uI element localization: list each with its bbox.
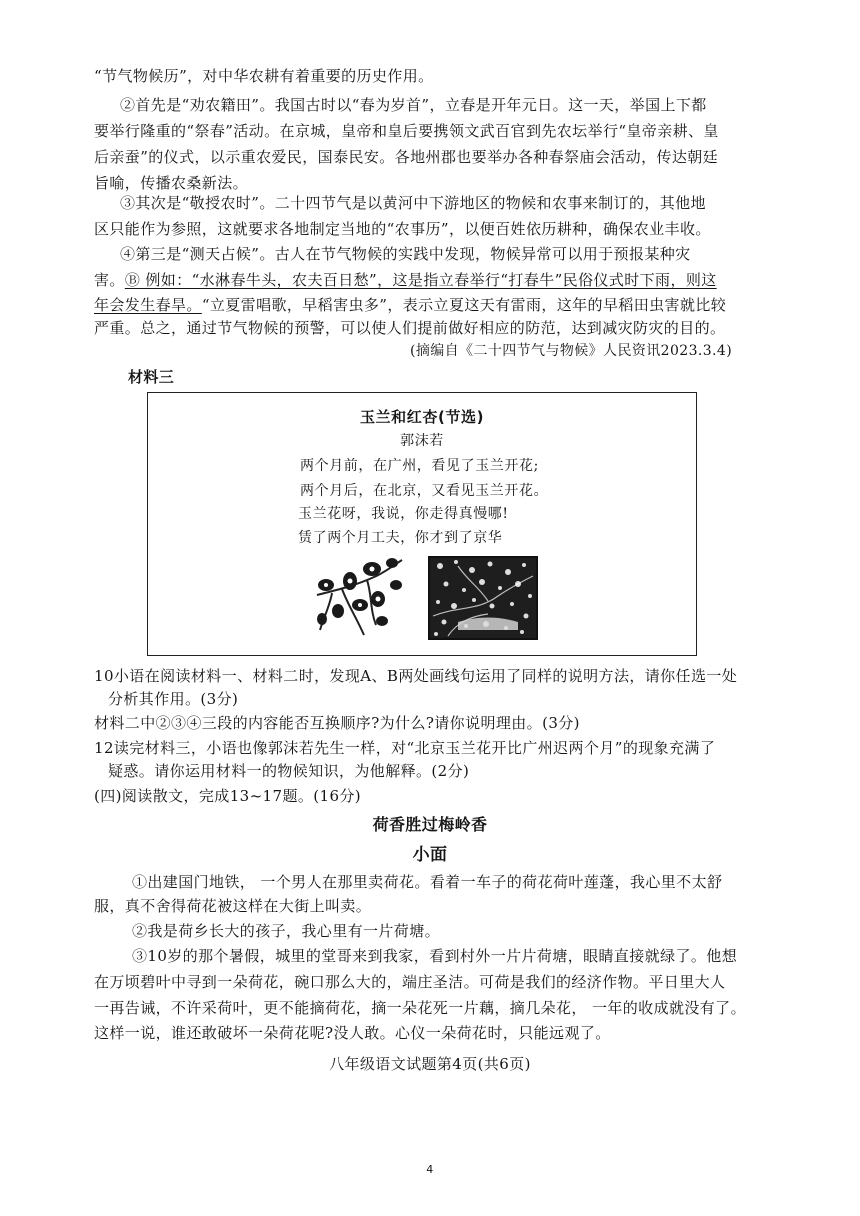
- essay-paragraph-1-line-1: ①出建国门地铁， 一个男人在那里卖荷花。看着一车子的荷花荷叶莲蓬，我心里不太舒: [132, 873, 723, 891]
- question-10-line-1: 10小语在阅读材料一、材料二时，发现A、B两处画线句运用了同样的说明方法，请你任选一处: [94, 667, 738, 685]
- page-number: 4: [426, 1163, 434, 1176]
- paragraph-2-line-1: ②首先是“劝农籍田”。我国古时以“春为岁首”，立春是开年元日。这一天，举国上下都: [120, 96, 707, 114]
- essay-author: 小面: [412, 845, 448, 865]
- paragraph-3-line-2: 区只能作为参照，这就要求各地制定当地的“农事历”，以便百姓依历耕种，确保农业丰收。: [94, 220, 711, 238]
- essay-paragraph-3-line-3: 一再告诫，不许采荷叶，更不能摘荷花，摘一朵花死一片藕，摘几朵花， 一年的收成就没有了。: [94, 999, 746, 1017]
- essay-title: 荷香胜过梅岭香: [372, 815, 488, 834]
- poem-title: 玉兰和红杏(节选): [359, 408, 485, 426]
- paragraph-2-line-4: 旨喻，传播农桑新法。: [94, 174, 249, 192]
- essay-paragraph-2: ②我是荷乡长大的孩子，我心里有一片荷塘。: [132, 922, 441, 940]
- poem-line-4: 赁了两个月工夫，你才到了京华: [298, 530, 503, 546]
- poem-line-2: 两个月后，在北京，又看见玉兰开花。: [300, 483, 549, 499]
- poem-author: 郭沫若: [400, 433, 444, 449]
- essay-paragraph-3-line-4: 这样一说，谁还敢破坏一朵荷花呢?没人敢。心仪一朵荷花时，只能远观了。: [94, 1024, 611, 1042]
- paragraph-3-line-1: ③其次是“敬授农时”。二十四节气是以黄河中下游地区的物候和农事来制订的，其他地: [120, 194, 706, 212]
- paragraph-4-line-4: 严重。总之，通过节气物候的预警，可以使人们提前做好相应的防范，达到减灾防灾的目的。: [94, 319, 726, 337]
- paragraph-4-line-3-rest: “立夏雷唱歌，早稻害虫多”，表示立夏这天有雷雨，这年的早稻田虫害就比较: [201, 296, 727, 314]
- paragraph-2-line-3: 后亲蚕”的仪式，以示重农爱民，国泰民安。各地州郡也要举办各种春祭庙会活动，传达朝廷: [94, 148, 719, 166]
- essay-paragraph-3-line-1: ③10岁的那个暑假，城里的堂哥来到我家，看到村外一片片荷塘，眼睛直接就绿了。他想: [132, 947, 738, 965]
- poem-line-3: 玉兰花呀，我说，你走得真慢哪!: [298, 506, 509, 522]
- section-4-instruction: (四)阅读散文，完成13~17题。(16分): [94, 787, 362, 805]
- paragraph-4-line-3: [94, 295, 726, 315]
- paragraph-4-line-1: ④第三是“测天占候”。古人在节气物候的实践中发现，物候异常可以用于预报某种灾: [120, 245, 691, 263]
- page-footer: 八年级语文试题第4页(共6页): [329, 1055, 531, 1073]
- essay-paragraph-1-line-2: 服，真不舍得荷花被这样在大街上叫卖。: [94, 897, 372, 915]
- paragraph-1-line: “节气物候历”，对中华农耕有着重要的历史作用。: [94, 67, 434, 85]
- apricot-scene-image: [428, 556, 538, 640]
- paragraph-4-line-2: [94, 270, 717, 290]
- poem-box: [147, 392, 697, 656]
- underlined-sentence-b: Ⓑ 例如：“水淋春牛头，农夫百日愁”，这是指立春举行“打春牛”民俗仪式时下雨，则这: [124, 271, 717, 289]
- question-12-line-1: 12读完材料三，小语也像郭沫若先生一样，对“北京玉兰花开比广州迟两个月”的现象充满了: [94, 739, 716, 757]
- underlined-sentence-b-end: 年会发生春旱。: [94, 296, 202, 314]
- poem-line-1: 两个月前，在广州，看见了玉兰开花;: [300, 458, 539, 474]
- essay-paragraph-3-line-2: 在万顷碧叶中寻到一朵荷花，碗口那么大的，端庄圣洁。可荷是我们的经济作物。平日里大人: [94, 973, 726, 991]
- question-10-line-2: 分析其作用。(3分): [108, 690, 239, 708]
- source-citation: (摘编自《二十四节气与物候》人民资讯2023.3.4): [410, 343, 733, 359]
- magnolia-branch-image: [312, 555, 407, 639]
- paragraph-2-line-2: 要举行隆重的“祭春”活动。在京城，皇帝和皇后要携领文武百官到先农坛举行“皇帝亲耕、皇: [94, 122, 719, 140]
- paragraph-4-line-2-start: 害。: [94, 271, 125, 289]
- question-12-line-2: 疑惑。请你运用材料一的物候知识，为他解释。(2分): [108, 762, 470, 780]
- question-11: 材料二中②③④三段的内容能否互换顺序?为什么?请你说明理由。(3分): [94, 714, 580, 732]
- material-3-heading: 材料三: [128, 368, 175, 386]
